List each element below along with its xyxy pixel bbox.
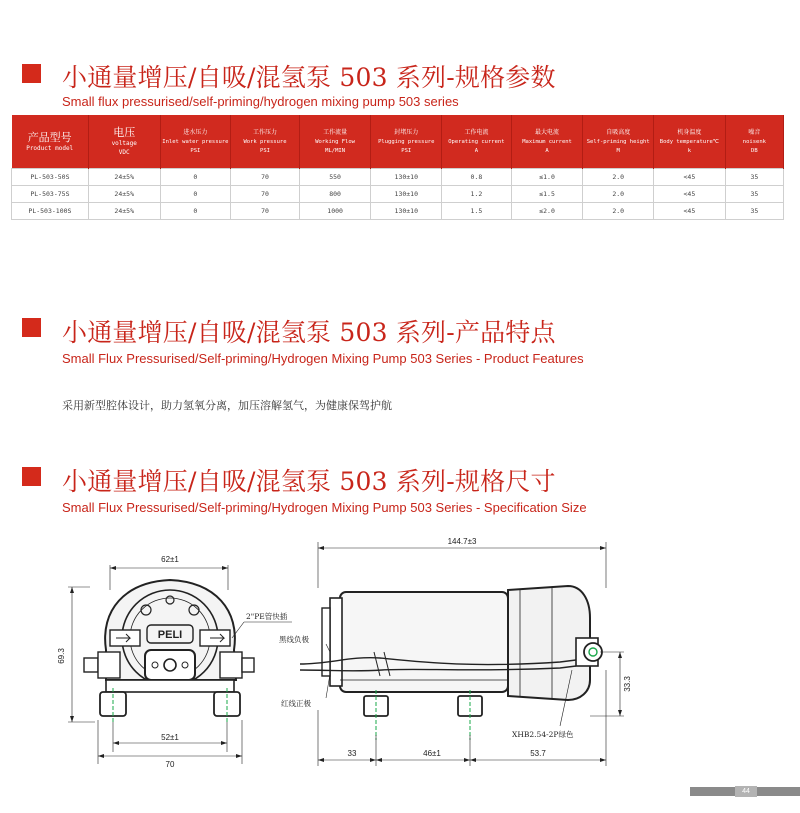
section-marker [22, 318, 41, 337]
table-row [12, 169, 784, 186]
pipe-fitting-label: 2"PE管快插 [246, 612, 288, 621]
pump-side-view [300, 542, 624, 766]
col-header-inlet-pressure: 进水压力 Inlet water pressure PSI [160, 115, 231, 169]
table-cell: <45 [654, 186, 726, 203]
wire-red-label: 红线正极 [281, 699, 311, 708]
section-title-zh: 小通量增压/自吸/混氢泵 503 系列-规格尺寸 [62, 467, 556, 496]
logo-peli: PELI [157, 629, 183, 641]
col-header-operating-current: 工作电流 Operating current A [442, 115, 512, 169]
table-cell: 35 [725, 186, 783, 203]
section-title-en: Small Flux Pressurised/Self-priming/Hydrogen Mixing Pump 503 Series - Specification Size [62, 500, 587, 515]
table-cell: 1.5 [442, 203, 512, 220]
dimension-drawing [0, 530, 800, 770]
table-cell: 2.0 [583, 186, 654, 203]
dim-side-length: 144.7±3 [447, 537, 477, 546]
dim-side-height: 33.3 [623, 676, 632, 692]
col-header-working-flow: 工作流量 Working Flow ML/MIN [299, 115, 371, 169]
table-cell: 0 [160, 186, 231, 203]
col-header-body-temperature: 机身温度 Body temperature℃ k [654, 115, 726, 169]
table-cell: <45 [654, 203, 726, 220]
table-cell: 130±10 [371, 169, 442, 186]
col-header-work-pressure: 工作压力 Work pressure PSI [231, 115, 300, 169]
spec-table [11, 115, 784, 220]
table-cell: 550 [299, 169, 371, 186]
table-row [12, 186, 784, 203]
table-cell: ≤1.0 [511, 169, 583, 186]
table-cell: 2.0 [583, 169, 654, 186]
table-cell: PL-503-50S [12, 169, 89, 186]
dim-side-c: 53.7 [530, 749, 546, 758]
section-title-zh: 小通量增压/自吸/混氢泵 503 系列-规格参数 [62, 63, 556, 92]
table-cell: 0.8 [442, 169, 512, 186]
dim-side-b: 46±1 [423, 749, 441, 758]
table-cell: PL-503-100S [12, 203, 89, 220]
section-marker [22, 64, 41, 83]
table-cell: 35 [725, 203, 783, 220]
pump-front-view [68, 565, 292, 764]
table-cell: 70 [231, 203, 300, 220]
table-cell: 0 [160, 203, 231, 220]
features-description: 采用新型腔体设计，助力氢氧分离，加压溶解氢气，为健康保驾护航 [62, 399, 392, 412]
table-cell: 24±5% [88, 186, 160, 203]
col-header-plugging-pressure: 封堵压力 Plugging pressure PSI [371, 115, 442, 169]
section-title-en: Small Flux Pressurised/Self-priming/Hydrogen Mixing Pump 503 Series - Product Features [62, 351, 584, 366]
dim-front-outer: 70 [165, 760, 175, 769]
connector-label: XHB2.54-2P绿色 [512, 730, 574, 739]
table-cell: 2.0 [583, 203, 654, 220]
wire-black-label: 黑线负极 [279, 635, 309, 644]
page-number: 44 [735, 786, 757, 797]
dim-front-inner: 52±1 [161, 733, 179, 742]
table-row [12, 203, 784, 220]
spec-table-header [12, 115, 784, 169]
col-header-self-priming-height: 自吸高度 Self-priming height M [583, 115, 654, 169]
table-cell: 24±5% [88, 203, 160, 220]
section-title-zh: 小通量增压/自吸/混氢泵 503 系列-产品特点 [62, 318, 556, 347]
table-cell: PL-503-75S [12, 186, 89, 203]
table-cell: 35 [725, 169, 783, 186]
dim-side-a: 33 [347, 749, 357, 758]
table-cell: 24±5% [88, 169, 160, 186]
section-title-en: Small flux pressurised/self-priming/hydrogen mixing pump 503 series [62, 94, 459, 109]
table-cell: 0 [160, 169, 231, 186]
table-cell: 130±10 [371, 186, 442, 203]
table-cell: 70 [231, 186, 300, 203]
table-cell: 800 [299, 186, 371, 203]
table-cell: 70 [231, 169, 300, 186]
table-cell: ≤2.0 [511, 203, 583, 220]
table-cell: 1.2 [442, 186, 512, 203]
table-cell: ≤1.5 [511, 186, 583, 203]
col-header-noise: 噪音 noisenk DB [725, 115, 783, 169]
dim-front-top: 62±1 [161, 555, 179, 564]
section-marker [22, 467, 41, 486]
col-header-maximum-current: 最大电流 Maximum current A [511, 115, 583, 169]
table-cell: <45 [654, 169, 726, 186]
table-cell: 1000 [299, 203, 371, 220]
table-cell: 130±10 [371, 203, 442, 220]
dim-front-height: 69.3 [57, 648, 66, 664]
col-header-voltage: 电压 voltage VDC [88, 115, 160, 169]
col-header-model: 产品型号 Product model [12, 115, 89, 169]
